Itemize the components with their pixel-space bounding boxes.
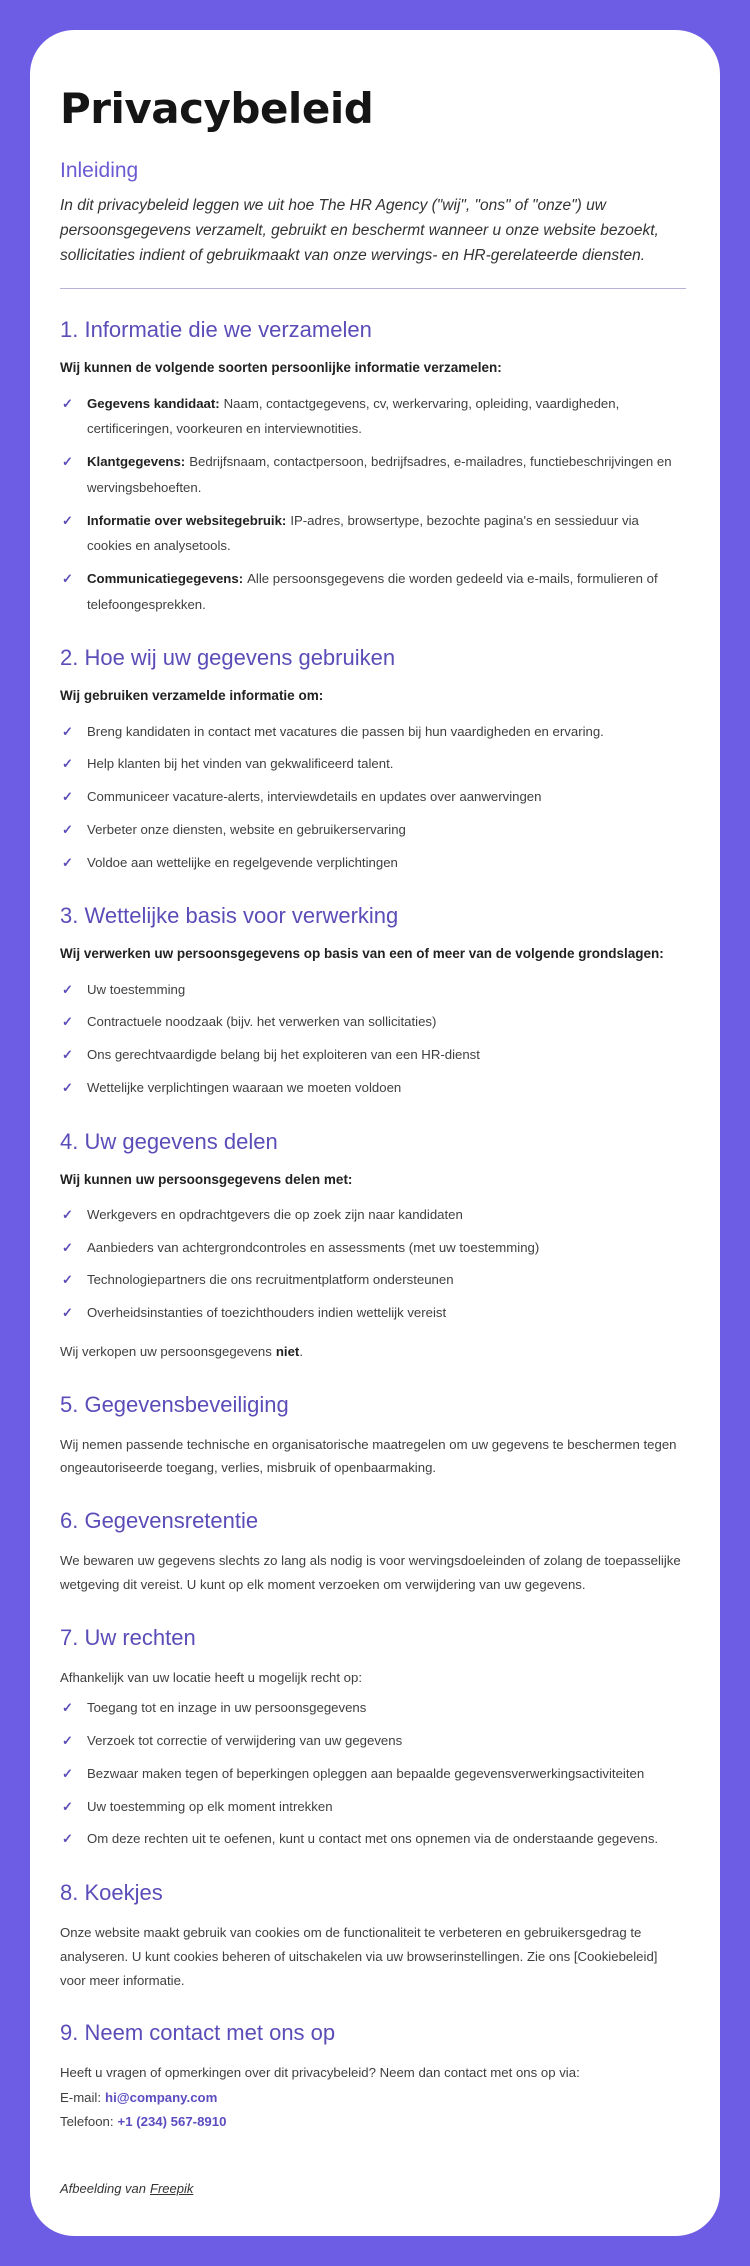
email-label: E-mail: — [60, 2089, 102, 2105]
list-item-text: Communiceer vacature-alerts, interviewdetails en updates over aanwervingen — [87, 789, 542, 805]
list-item-text: Naam, contactgegevens, cv, werkervaring, opleiding, vaardigheden, certificeringen, voorkeuren en interviewnotities. — [87, 395, 620, 437]
check-icon: ✓ — [62, 756, 73, 772]
contact-email-line — [60, 2086, 686, 2110]
list-item-text: Om deze rechten uit te oefenen, kunt u contact met ons opnemen via de onderstaande gegevens. — [87, 1831, 659, 1847]
list-item — [60, 1728, 686, 1754]
list-item-text: Technologiepartners die ons recruitmentplatform ondersteunen — [87, 1272, 454, 1288]
check-icon: ✓ — [62, 395, 73, 411]
list-item-text: Toegang tot en inzage in uw persoonsgegevens — [87, 1700, 367, 1716]
contact-lead: Heeft u vragen of opmerkingen over dit privacybeleid? Neem dan contact met ons op via: — [60, 2065, 580, 2081]
check-icon: ✓ — [62, 1305, 73, 1321]
freepik-link[interactable]: Freepik — [150, 2180, 194, 2196]
list-item — [60, 1695, 686, 1721]
check-icon: ✓ — [62, 1733, 73, 1749]
section-7-list — [60, 1695, 686, 1852]
section-7-lead: Afhankelijk van uw locatie heeft u mogelijk recht op: — [60, 1669, 363, 1685]
list-item-text: Overheidsinstanties of toezichthouders indien wettelijk vereist — [87, 1305, 447, 1321]
intro-paragraph: In dit privacybeleid leggen we uit hoe The HR Agency ("wij", "ons" of "onze") uw persoonsgegevens verzamelt, gebruikt en beschermt wanneer u onze website bezoekt, sollicitaties indient of gebruikmaakt van onze wervings- en HR-gerelateerde diensten. — [60, 197, 659, 265]
section-1-list — [60, 391, 686, 618]
list-item — [60, 784, 686, 810]
section-6-paragraph: We bewaren uw gegevens slechts zo lang als nodig is voor wervingsdoeleinden of zolang de toepasselijke wetgeving dit vereist. U kunt op elk moment verzoeken om verwijdering van uw gegevens. — [60, 1553, 681, 1592]
check-icon: ✓ — [62, 1765, 73, 1781]
credit-text: Afbeelding van — [60, 2180, 147, 2196]
section-9-heading: 9. Neem contact met ons op — [60, 2020, 336, 2046]
check-icon: ✓ — [62, 1831, 73, 1847]
check-icon: ✓ — [62, 570, 73, 586]
list-item-text: Breng kandidaten in contact met vacatures die passen bij hun vaardigheden en ervaring. — [87, 723, 604, 739]
list-item — [60, 977, 686, 1003]
section-5-paragraph: Wij nemen passende technische en organisatorische maatregelen om uw gegevens te beschermen tegen ongeautoriseerde toegang, verlies, misbruik of openbaarmaking. — [60, 1436, 677, 1476]
check-icon: ✓ — [62, 1798, 73, 1814]
list-item-text: Wettelijke verplichtingen waaraan we moeten voldoen — [87, 1079, 402, 1095]
no-sell-prefix: Wij verkopen uw persoonsgegevens — [60, 1343, 272, 1359]
section-1-lead: Wij kunnen de volgende soorten persoonlijke informatie verzamelen: — [60, 360, 502, 376]
section-4-lead: Wij kunnen uw persoonsgegevens delen met: — [60, 1171, 353, 1187]
no-sell-bold: niet — [275, 1343, 300, 1359]
section-7-heading: 7. Uw rechten — [60, 1624, 196, 1650]
section-3-heading: 3. Wettelijke basis voor verwerking — [60, 903, 399, 929]
list-item — [60, 1075, 686, 1101]
section-2-list — [60, 719, 686, 876]
email-link[interactable]: hi@company.com — [105, 2089, 218, 2105]
check-icon: ✓ — [62, 821, 73, 837]
list-item-text: Help klanten bij het vinden van gekwalificeerd talent. — [87, 756, 394, 772]
check-icon: ✓ — [62, 1014, 73, 1030]
image-credit — [60, 2181, 686, 2196]
check-icon: ✓ — [62, 1272, 73, 1288]
list-item — [60, 850, 686, 876]
list-item — [60, 1267, 686, 1293]
check-icon: ✓ — [62, 723, 73, 739]
list-item-label: Communicatiegegevens: — [87, 570, 244, 586]
section-4-heading: 4. Uw gegevens delen — [60, 1128, 278, 1154]
check-icon: ✓ — [62, 1700, 73, 1716]
list-item-text: Bedrijfsnaam, contactpersoon, bedrijfsadres, e-mailadres, functiebeschrijvingen en wervingsbehoeften. — [87, 454, 672, 495]
list-item — [60, 449, 686, 500]
check-icon: ✓ — [62, 981, 73, 997]
list-item-text: Verbeter onze diensten, website en gebruikerservaring — [87, 821, 406, 837]
list-item — [60, 1042, 686, 1068]
list-item — [60, 391, 686, 442]
list-item — [60, 817, 686, 843]
section-6-heading: 6. Gegevensretentie — [60, 1508, 259, 1534]
list-item — [60, 508, 686, 559]
list-item-text: Contractuele noodzaak (bijv. het verwerken van sollicitaties) — [87, 1014, 437, 1030]
phone-label: Telefoon: — [60, 2114, 114, 2130]
section-3-list — [60, 977, 686, 1101]
phone-link[interactable]: +1 (234) 567-8910 — [117, 2114, 227, 2130]
page-title: Privacybeleid — [60, 84, 374, 133]
list-item-label: Klantgegevens: — [87, 454, 186, 470]
section-2-heading: 2. Hoe wij uw gegevens gebruiken — [60, 645, 396, 671]
no-sell-note — [60, 1340, 686, 1364]
section-8-heading: 8. Koekjes — [60, 1880, 163, 1906]
list-item — [60, 1235, 686, 1261]
section-1-heading: 1. Informatie die we verzamelen — [60, 317, 372, 343]
check-icon: ✓ — [62, 512, 73, 528]
list-item-label: Informatie over websitegebruik: — [87, 512, 287, 528]
section-4-list — [60, 1202, 686, 1326]
list-item — [60, 1794, 686, 1820]
list-item-text: Uw toestemming — [87, 981, 186, 997]
list-item-text: Voldoe aan wettelijke en regelgevende verplichtingen — [87, 854, 398, 870]
privacy-policy-card — [30, 30, 720, 2236]
list-item-text: Verzoek tot correctie of verwijdering van uw gegevens — [87, 1733, 403, 1749]
list-item-text: Bezwaar maken tegen of beperkingen opleggen aan bepaalde gegevensverwerkingsactiviteiten — [87, 1765, 645, 1781]
list-item-text: Alle persoonsgegevens die worden gedeeld via e-mails, formulieren of telefoongesprekken. — [87, 570, 658, 612]
check-icon: ✓ — [62, 1079, 73, 1095]
check-icon: ✓ — [62, 1047, 73, 1063]
section-3-lead: Wij verwerken uw persoonsgegevens op basis van een of meer van de volgende grondslagen: — [60, 946, 664, 962]
list-item — [60, 719, 686, 745]
check-icon: ✓ — [62, 1206, 73, 1222]
list-item — [60, 1300, 686, 1326]
list-item — [60, 1826, 686, 1852]
check-icon: ✓ — [62, 1239, 73, 1255]
list-item — [60, 751, 686, 777]
list-item — [60, 1761, 686, 1787]
list-item-text: Uw toestemming op elk moment intrekken — [87, 1798, 333, 1814]
check-icon: ✓ — [62, 789, 73, 805]
section-5-heading: 5. Gegevensbeveiliging — [60, 1391, 289, 1417]
list-item — [60, 566, 686, 617]
no-sell-suffix: . — [299, 1343, 303, 1359]
check-icon: ✓ — [62, 854, 73, 870]
check-icon: ✓ — [62, 454, 73, 470]
list-item-text: Ons gerechtvaardigde belang bij het exploiteren van een HR-dienst — [87, 1047, 480, 1063]
list-item — [60, 1202, 686, 1228]
list-item — [60, 1009, 686, 1035]
list-item-text: Aanbieders van achtergrondcontroles en assessments (met uw toestemming) — [87, 1239, 540, 1255]
list-item-label: Gegevens kandidaat: — [87, 395, 220, 411]
divider — [60, 288, 686, 289]
intro-heading: Inleiding — [60, 159, 139, 182]
section-2-lead: Wij gebruiken verzamelde informatie om: — [60, 688, 324, 704]
section-8-paragraph: Onze website maakt gebruik van cookies om de functionaliteit te verbeteren en gebruikersgedrag te analyseren. U kunt cookies beheren of uitschakelen via uw browserinstellingen. Zie ons [Cookiebeleid] voor meer informatie. — [60, 1925, 658, 1988]
list-item-text: Werkgevers en opdrachtgevers die op zoek zijn naar kandidaten — [87, 1206, 463, 1222]
list-item-text: IP-adres, browsertype, bezochte pagina's en sessieduur via cookies en analysetools. — [87, 512, 639, 554]
contact-phone-line — [60, 2110, 686, 2134]
